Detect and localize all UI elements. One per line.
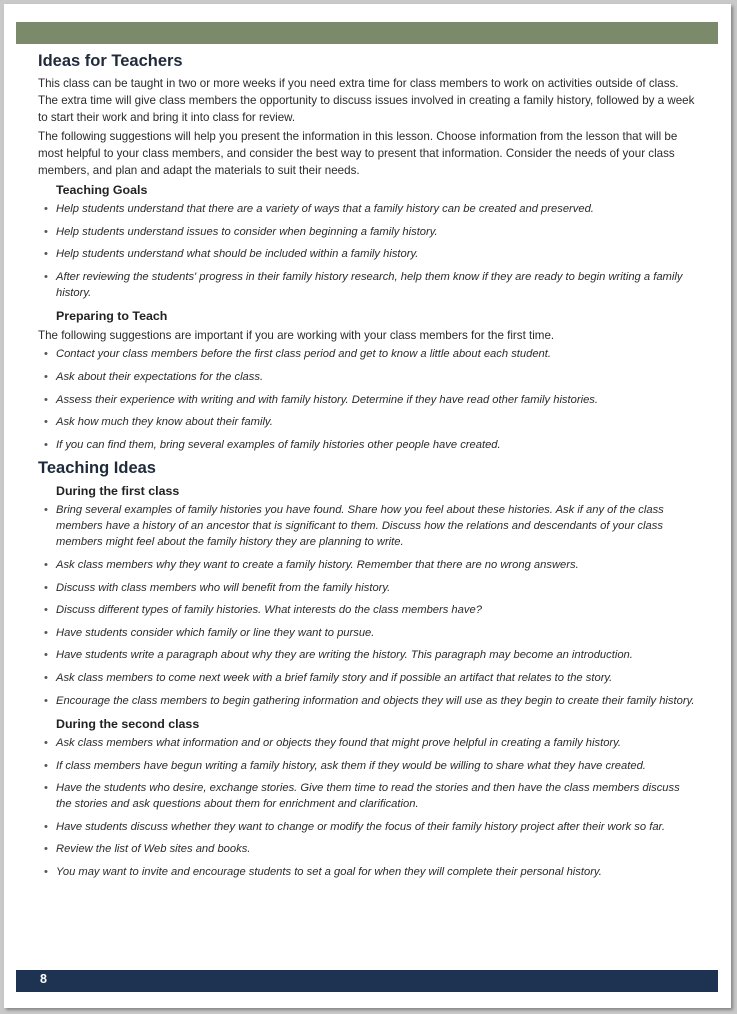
list-item: • Have the students who desire, exchange stories. Give them time to read the stories and then have the class members discuss the stories and ask questions about them for enrichment and clarification. — [38, 780, 698, 812]
list-item: • Help students understand what should be included within a family history. — [38, 246, 698, 262]
list-item: • If you can find them, bring several examples of family histories other people have created. — [38, 437, 698, 453]
first-class-heading: During the first class — [56, 484, 180, 499]
list-item: • Assess their experience with writing and with family history. Determine if they have read other family histories. — [38, 392, 698, 408]
teaching-goals-heading: Teaching Goals — [56, 183, 148, 197]
list-item: • If class members have begun writing a family history, ask them if they would be willing to share what they have created. — [38, 758, 698, 774]
list-item: • Help students understand issues to consider when beginning a family history. — [38, 224, 698, 240]
list-item: • Contact your class members before the first class period and get to know a little about each student. — [38, 346, 698, 362]
list-item: • Review the list of Web sites and books. — [38, 841, 698, 857]
list-item: • Discuss different types of family histories. What interests do the class members have? — [38, 602, 698, 618]
list-item: • Ask class members why they want to create a family history. Remember that there are no wrong answers. — [38, 557, 698, 573]
list-item: • Have students consider which family or line they want to pursue. — [38, 625, 698, 641]
list-item: • After reviewing the students' progress in their family history research, help them know if they are ready to begin writing a family history. — [38, 269, 698, 301]
suggestions-paragraph: The following suggestions will help you present the information in this lesson. Choose information from the lesson that will be most helpful to your class members, and consider the best way to present that information. Consider the needs of your class members, and plan and adapt the materials to suit their needs. — [38, 130, 678, 177]
teaching-goals-list — [38, 201, 698, 301]
footer-bar — [16, 970, 718, 992]
list-item: • Bring several examples of family histories you have found. Share how you feel about these histories. Ask if any of the class members have a history of an ancestor that is significant to them. Discuss how the relations and descendants of your class members might feel about the family history they are planning to write. — [38, 502, 698, 550]
list-item: • Have students discuss whether they want to change or modify the focus of their family history project after their work so far. — [38, 819, 698, 835]
second-class-heading: During the second class — [56, 717, 200, 732]
list-item: • Have students write a paragraph about why they are writing the history. This paragraph may become an introduction. — [38, 647, 698, 663]
list-item: • Ask how much they know about their family. — [38, 414, 698, 430]
preparing-list — [38, 346, 698, 452]
list-item: • You may want to invite and encourage students to set a goal for when they will complete their personal history. — [38, 864, 698, 880]
list-item: • Help students understand that there are a variety of ways that a family history can be created and preserved. — [38, 201, 698, 217]
section-title-teaching-ideas: Teaching Ideas — [38, 459, 156, 478]
first-class-list — [38, 502, 698, 708]
preparing-intro: The following suggestions are important if you are working with your class members for the first time. — [38, 329, 555, 343]
list-item: • Ask class members to come next week with a brief family story and if possible an artifact that relates to the story. — [38, 670, 698, 686]
list-item: • Encourage the class members to begin gathering information and objects they will use as they begin to create their family history. — [38, 693, 698, 709]
list-item: • Ask about their expectations for the class. — [38, 369, 698, 385]
page-content — [38, 52, 698, 887]
section-title-ideas: Ideas for Teachers — [38, 52, 183, 70]
preparing-heading: Preparing to Teach — [56, 309, 168, 324]
list-item: • Discuss with class members who will benefit from the family history. — [38, 580, 698, 596]
intro-paragraph: This class can be taught in two or more weeks if you need extra time for class members to work on activities outside of class. The extra time will give class members the opportunity to discuss issues involved in creating a family history, followed by a week to start their work and bring it into class for review. — [38, 77, 695, 124]
page — [4, 4, 731, 1008]
list-item: • Ask class members what information and or objects they found that might prove helpful in creating a family history. — [38, 735, 698, 751]
second-class-list — [38, 735, 698, 880]
page-number: 8 — [40, 972, 47, 986]
header-bar — [16, 22, 718, 44]
